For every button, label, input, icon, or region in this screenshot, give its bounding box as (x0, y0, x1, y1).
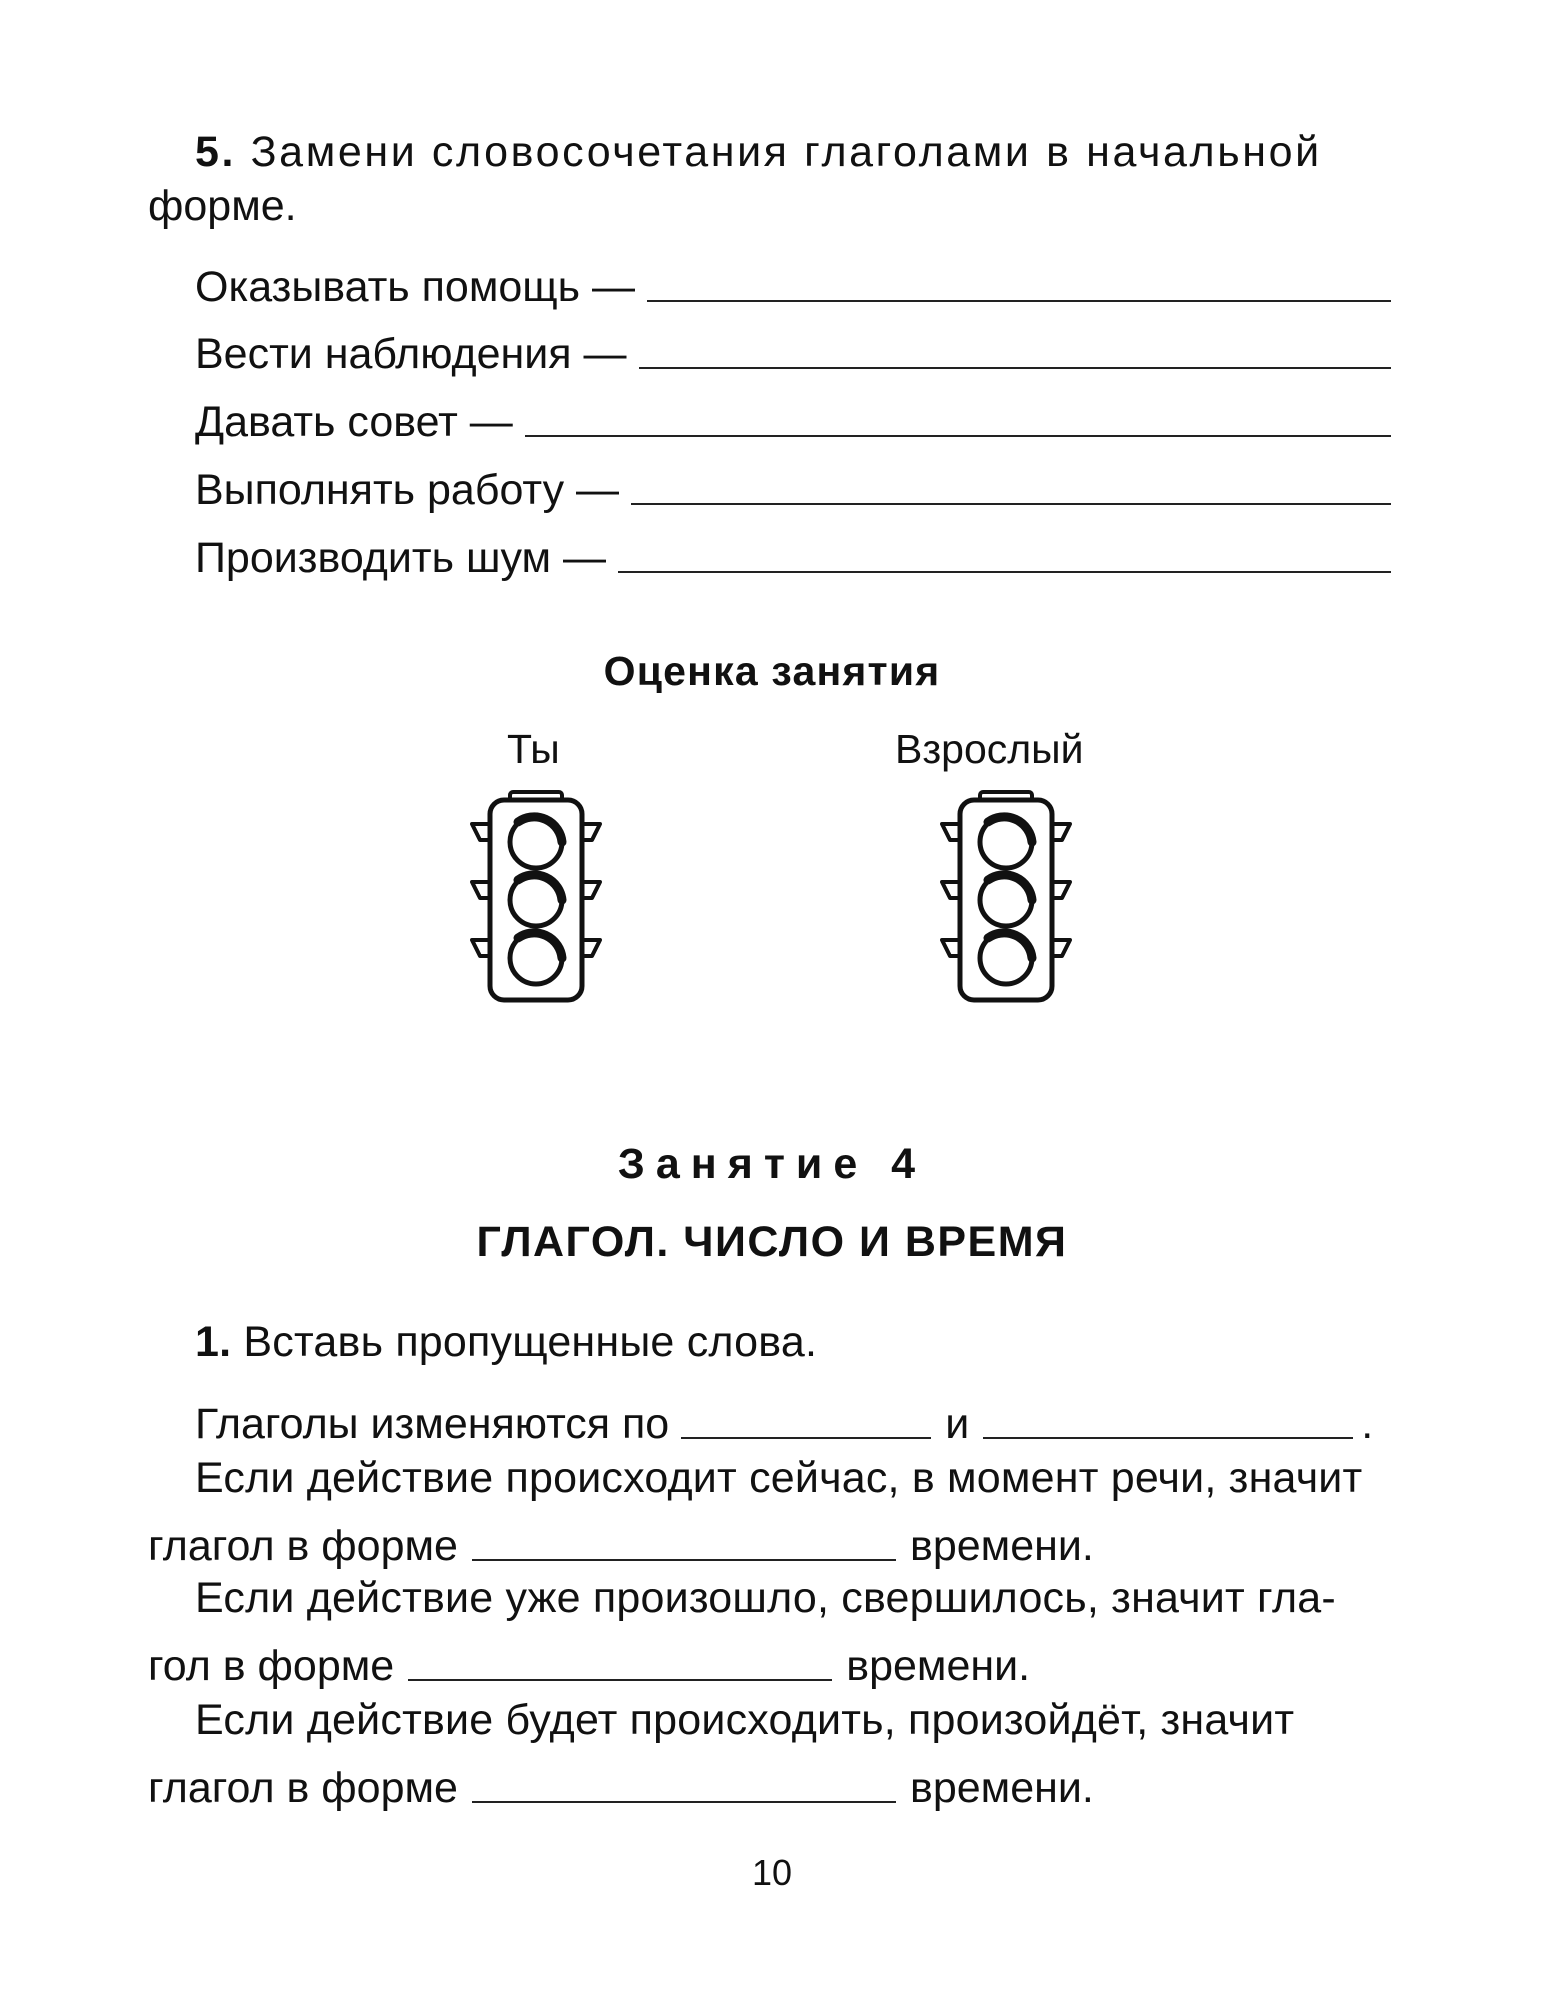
task5-item-4 (195, 459, 1391, 515)
task1-text: гол в форме (148, 1642, 395, 1690)
page-number: 10 (751, 1852, 793, 1893)
task1-future-line2 (148, 1764, 1094, 1813)
task5-item-2 (195, 323, 1391, 379)
task1-text: глагол в форме (148, 1522, 458, 1570)
answer-blank[interactable] (647, 299, 1391, 302)
answer-blank[interactable] (618, 570, 1391, 573)
task5-item-1 (195, 256, 1391, 312)
task1-text: и (945, 1400, 970, 1448)
task5-number: 5. (195, 128, 237, 176)
task5-item-3 (195, 391, 1391, 447)
answer-blank[interactable] (472, 1558, 896, 1561)
task1-present-line1: Если действие происходит сейчас, в момент речи, значит (195, 1454, 1363, 1502)
answer-blank[interactable] (408, 1678, 832, 1681)
task1-text: времени. (909, 1764, 1094, 1812)
evaluation-right-label: Взрослый (895, 726, 1084, 772)
task1-text: Глаголы изменяются по (195, 1400, 670, 1448)
task1-number: 1. (195, 1318, 232, 1366)
task1-line1 (195, 1400, 1373, 1449)
task1-instruction (195, 1316, 817, 1368)
task1-past-line2 (148, 1642, 1030, 1691)
task5-instruction (195, 128, 1322, 177)
traffic-light-icon[interactable] (936, 788, 1076, 1008)
task1-future-line1: Если действие будет происходить, произойдёт, значит (195, 1696, 1295, 1744)
task5-item-phrase: Вести наблюдения — (195, 330, 627, 378)
task1-text: глагол в форме (148, 1764, 458, 1812)
task1-past-line1: Если действие уже произошло, свершилось, значит гла- (195, 1574, 1336, 1622)
task1-present-line2 (148, 1522, 1094, 1571)
task1-instruction-text: Вставь пропущенные слова. (243, 1318, 818, 1366)
evaluation-left-label: Ты (507, 726, 560, 772)
answer-blank[interactable] (639, 366, 1391, 369)
task5-item-phrase: Выполнять работу — (195, 466, 620, 514)
lesson-title: Занятие 4 (617, 1140, 927, 1188)
traffic-light-icon[interactable] (466, 788, 606, 1008)
task1-text: . (1361, 1400, 1374, 1448)
answer-blank[interactable] (983, 1436, 1353, 1439)
task5-item-phrase: Производить шум — (195, 534, 606, 582)
lesson-topic: ГЛАГОЛ. ЧИСЛО И ВРЕМЯ (476, 1218, 1068, 1266)
task1-text: времени. (909, 1522, 1094, 1570)
evaluation-heading: Оценка занятия (603, 648, 941, 694)
answer-blank[interactable] (681, 1436, 931, 1439)
answer-blank[interactable] (631, 502, 1391, 505)
task5-item-phrase: Давать совет — (195, 398, 513, 446)
task5-instruction-line1: Замени словосочетания глаголами в начальной (250, 128, 1322, 176)
task5-instruction-line2: форме. (148, 182, 297, 230)
answer-blank[interactable] (525, 434, 1391, 437)
task5-item-phrase: Оказывать помощь — (195, 263, 636, 311)
task1-text: времени. (846, 1642, 1031, 1690)
answer-blank[interactable] (472, 1800, 896, 1803)
task5-item-5 (195, 527, 1391, 583)
